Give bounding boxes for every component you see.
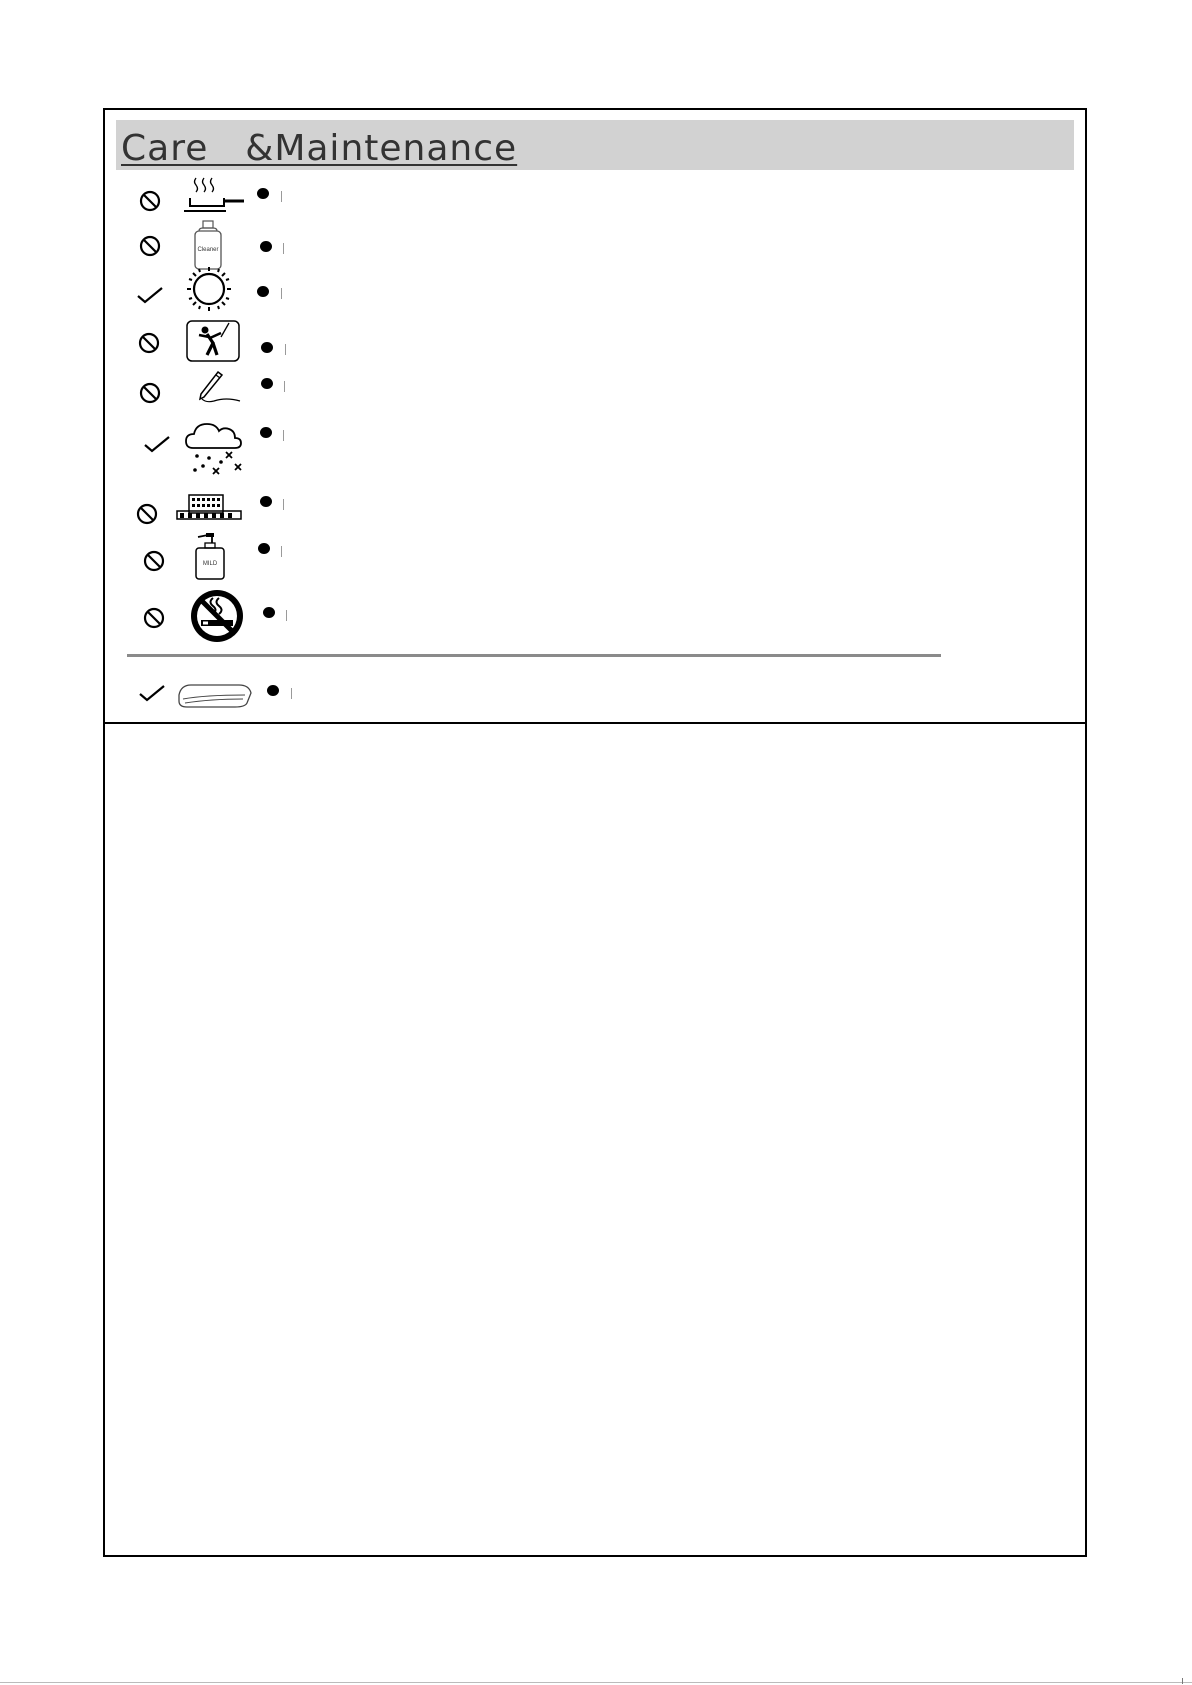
pen-writing-icon	[192, 369, 242, 405]
text-placeholder	[283, 243, 284, 254]
cloth-icon	[175, 681, 255, 711]
mild-label: MILD	[202, 561, 218, 567]
bullet	[261, 342, 273, 353]
no-smoking-icon	[187, 586, 247, 646]
cleaner-label: Cleaner	[197, 247, 219, 253]
text-placeholder	[283, 430, 284, 441]
snow-cloud-icon	[183, 418, 249, 478]
text-placeholder	[286, 610, 287, 621]
prohibited-icon	[136, 189, 164, 213]
bullet	[257, 188, 269, 199]
section-divider	[105, 722, 1085, 724]
title-bar	[116, 120, 1074, 170]
mild-soap-bottle-icon	[192, 531, 228, 581]
sun-icon	[185, 265, 233, 313]
cleaner-bottle-icon	[190, 219, 226, 271]
bullet	[267, 685, 279, 696]
text-placeholder	[281, 288, 282, 299]
bullet	[260, 427, 272, 438]
bullet	[261, 378, 273, 389]
climbing-person-icon	[185, 319, 241, 363]
checkmark-icon	[137, 682, 167, 704]
bullet	[260, 241, 272, 252]
text-placeholder	[281, 546, 282, 557]
text-placeholder	[284, 381, 285, 392]
text-placeholder	[281, 191, 282, 202]
bullet	[258, 543, 270, 554]
prohibited-icon	[136, 381, 164, 405]
page-bottom-rule	[0, 1682, 1192, 1683]
hot-pan-icon	[180, 176, 250, 216]
section-separator	[127, 654, 941, 657]
bullet	[263, 607, 275, 618]
text-placeholder	[283, 499, 284, 510]
care-maintenance-frame	[103, 108, 1087, 1557]
page-corner-mark	[1182, 1678, 1183, 1684]
prohibited-icon	[135, 331, 163, 355]
bullet	[260, 496, 272, 507]
prohibited-icon	[136, 234, 164, 258]
text-placeholder	[291, 688, 292, 699]
bullet	[257, 286, 269, 297]
prohibited-icon	[133, 502, 161, 526]
building-icon	[175, 493, 245, 523]
checkmark-icon	[142, 433, 172, 455]
prohibited-icon	[140, 606, 168, 630]
text-placeholder	[285, 344, 286, 355]
checkmark-icon	[135, 284, 165, 306]
prohibited-icon	[140, 549, 168, 573]
page-title: Care &Maintenance	[121, 128, 518, 169]
